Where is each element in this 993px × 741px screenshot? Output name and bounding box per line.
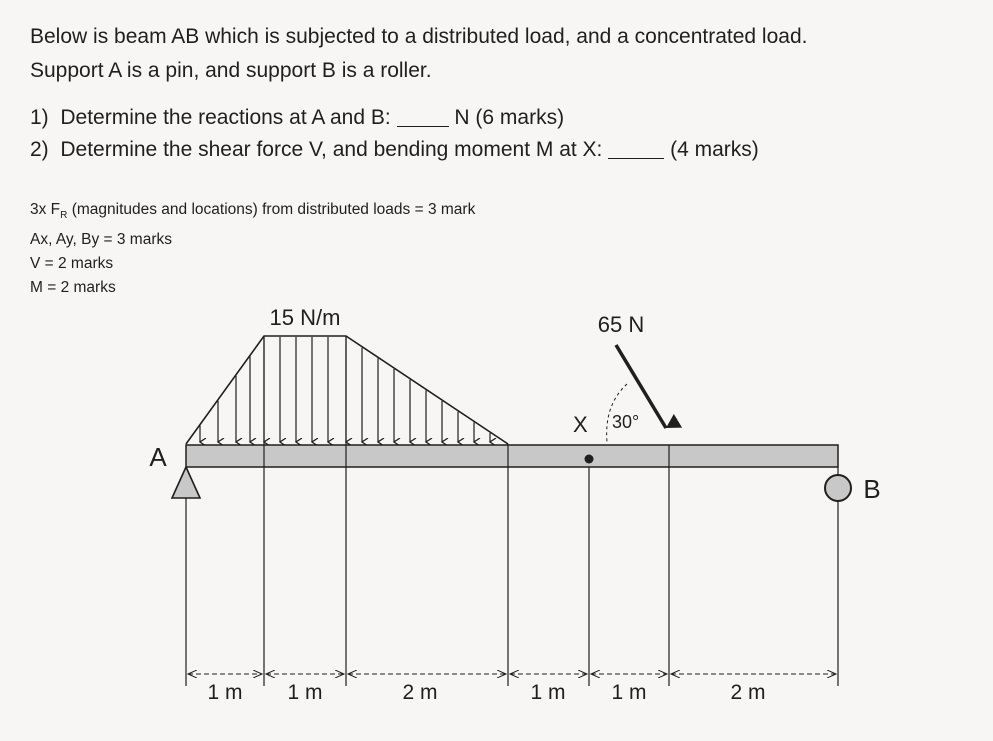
dimension-label-3: 2 m bbox=[402, 681, 438, 704]
dimension-label-6: 2 m bbox=[730, 681, 766, 704]
pin-support-a bbox=[172, 467, 200, 498]
marking-fr-label: 3x F bbox=[30, 201, 61, 218]
dimension-label-2: 1 m bbox=[287, 681, 323, 704]
beam-ab bbox=[186, 445, 838, 467]
concentrated-load-label: 65 N bbox=[597, 312, 645, 337]
dimension-label-1: 1 m bbox=[207, 681, 243, 704]
point-x-marker bbox=[585, 455, 594, 464]
distributed-load-label: 15 N/m bbox=[269, 305, 341, 330]
marking-line-3: V = 2 marks bbox=[30, 255, 114, 273]
marking-line-2: Ax, Ay, By = 3 marks bbox=[30, 231, 172, 249]
reference-lines bbox=[186, 336, 838, 686]
dimension-label-4: 1 m bbox=[530, 681, 566, 704]
angle-label: 30° bbox=[612, 412, 640, 432]
point-x-label: X bbox=[573, 412, 588, 437]
marking-fr-text: (magnitudes and locations) from distributed loads = 3 mark bbox=[67, 201, 476, 218]
question-1-marks: N (6 marks) bbox=[454, 106, 565, 129]
distributed-load-arrows bbox=[200, 337, 490, 442]
roller-support-b bbox=[825, 475, 851, 501]
dimension-labels bbox=[207, 681, 765, 704]
question-1-text: Determine the reactions at A and B: bbox=[60, 106, 391, 129]
question-2-number: 2) bbox=[30, 138, 49, 161]
distributed-load bbox=[186, 336, 508, 444]
support-b-label: B bbox=[863, 474, 881, 504]
marking-line-4: M = 2 marks bbox=[30, 279, 116, 297]
marking-fr-subscript: R bbox=[60, 210, 68, 222]
intro-line-2: Support A is a pin, and support B is a roller. bbox=[30, 59, 432, 82]
intro-line-1: Below is beam AB which is subjected to a distributed load, and a concentrated load. bbox=[30, 25, 808, 48]
question-1-number: 1) bbox=[30, 106, 49, 129]
question-2-marks: (4 marks) bbox=[670, 138, 759, 161]
support-a-label: A bbox=[149, 442, 167, 472]
question-2-text: Determine the shear force V, and bending moment M at X: bbox=[60, 138, 603, 161]
distributed-load-outline bbox=[186, 336, 508, 444]
dimension-label-5: 1 m bbox=[611, 681, 647, 704]
